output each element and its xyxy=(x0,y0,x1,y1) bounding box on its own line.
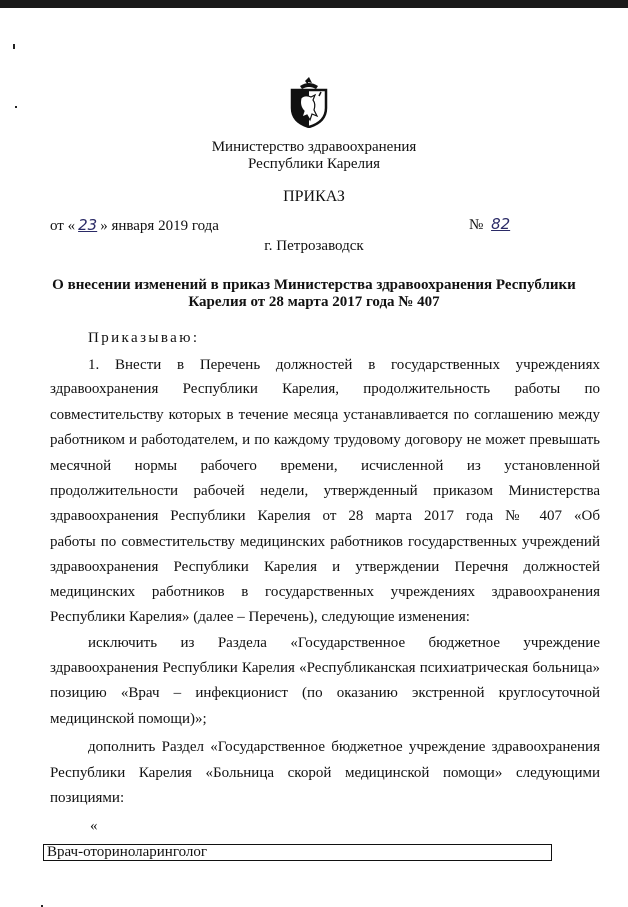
document-type: ПРИКАЗ xyxy=(283,188,345,205)
order-date xyxy=(50,216,219,235)
title-line2: Карелия от 28 марта 2017 года № 407 xyxy=(188,294,440,310)
paragraph-line: исключить из Раздела «Государственное бюджетное учреждение xyxy=(88,635,600,651)
scan-speck xyxy=(13,44,15,49)
scan-speck xyxy=(15,106,17,108)
paragraph-line: Республики Карелия» (далее – Перечень), следующие изменения: xyxy=(50,609,470,625)
paragraph-line: дополнить Раздел «Государственное бюджетное учреждение здравоохранения xyxy=(88,739,600,755)
date-day-handwritten: 23 xyxy=(78,216,98,234)
coat-of-arms-emblem xyxy=(288,76,330,128)
paragraph-line: Республики Карелия «Больница скорой медицинской помощи» следующими xyxy=(50,765,600,781)
date-prefix: от « xyxy=(50,218,76,234)
paragraph-line: работником и работодателем, и по каждому трудовому договору не может превышать xyxy=(50,432,600,448)
paragraph-line: совместительству которых в течение месяца устанавливается по соглашению между xyxy=(50,407,600,423)
date-suffix: » января 2019 года xyxy=(100,218,219,234)
order-word: Приказываю: xyxy=(88,330,200,346)
ministry-name-line1: Министерство здравоохранения xyxy=(211,139,417,155)
paragraph-line: работы по совместительству медицинских работников государственных учреждений xyxy=(50,534,600,550)
paragraph-line: позициями: xyxy=(50,790,125,806)
ministry-name-line2: Республики Карелия xyxy=(247,156,381,172)
paragraph-line: месячной нормы рабочего времени, исчисленной из установленной xyxy=(50,458,600,474)
paragraph-line: здравоохранения Республики Карелия и утверждении Перечня должностей xyxy=(50,559,600,575)
paragraph-line: медицинской помощи)»; xyxy=(50,711,207,727)
paragraph-line: медицинских работников в государственных учреждениях здравоохранения xyxy=(50,584,600,600)
order-number xyxy=(469,215,514,234)
paragraph-line: здравоохранения Республики Карелия, продолжительность работы по xyxy=(50,381,600,397)
paragraph-line: здравоохранения Республики Карелия от 28 марта 2017 года № 407 «Об xyxy=(50,508,600,524)
positions-table-row xyxy=(43,844,552,861)
number-value-handwritten: 82 xyxy=(491,215,511,233)
city-name: г. Петрозаводск xyxy=(264,238,364,254)
scan-top-border xyxy=(0,0,628,8)
title-line1: О внесении изменений в приказ Министерства здравоохранения Республики xyxy=(52,277,576,293)
paragraph-line: здравоохранения Республики Карелия «Республиканская психиатрическая больница» xyxy=(50,660,600,676)
paragraph-line: продолжительности рабочей недели, утвержденный приказом Министерства xyxy=(50,483,600,499)
paragraph-line: 1. Внести в Перечень должностей в государственных учреждениях xyxy=(88,357,600,373)
position-name: Врач-оториноларинголог xyxy=(47,844,208,860)
number-prefix: № xyxy=(469,217,484,233)
opening-quote: « xyxy=(90,818,98,834)
paragraph-line: позицию «Врач – инфекционист (по оказанию экстренной круглосуточной xyxy=(50,685,600,701)
